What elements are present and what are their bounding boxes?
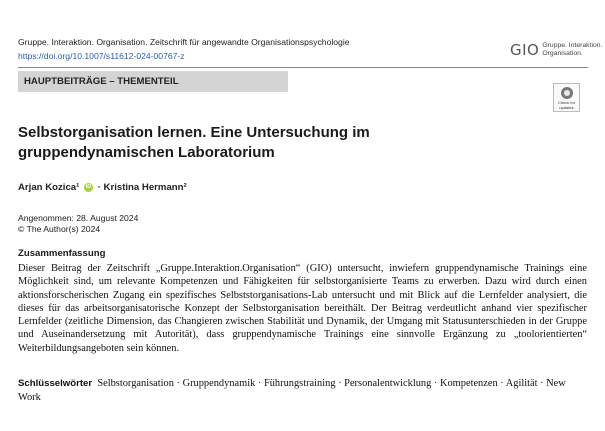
check-updates-line1: Check for <box>557 100 576 105</box>
doi-link[interactable]: https://doi.org/10.1007/s11612-024-00767-z <box>18 51 185 61</box>
author-1[interactable]: Arjan Kozica¹ <box>18 182 80 193</box>
check-updates-label <box>558 101 575 110</box>
header-divider <box>18 67 588 68</box>
gio-logo-text <box>542 42 602 57</box>
author-separator: · <box>97 182 101 193</box>
check-updates-line2: updates <box>559 104 574 110</box>
abstract-text: Dieser Beitrag der Zeitschrift „Gruppe.Interaktion.Organisation“ (GIO) untersucht, inwiefern gruppendynamische Trainings eine Möglichkeit sind, um relevante Kompetenzen und Fähigkeiten für selbstorganisierte Teams zu erwerben. Dazu wird durch einen aktionsforscherischen Zugang ein spezifisches Selbststorganisations-Lab untersucht und mit Blick auf die Lernfelder analysiert, die dieses für das arbeitsorganisatorische Konzept der Selbstorganisation bereithält. Der Beitrag verdeutlicht anhand vier spezifischer Lernfelder (zeitliche Dimension, das Changieren zwischen Stabilität und Dynamik, der Umgang mit Statusunterschieden in der Gruppe und Auseinandersetzung mit Autorität), dass gruppendynamische Trainings eine sinnvolle Ergänzung zu „toolorientierten“ Weiterbildungsangeboten sein können. <box>18 263 587 354</box>
gio-logo <box>510 41 602 59</box>
accepted-date: Angenommen: 28. August 2024 <box>18 213 139 223</box>
abstract-heading: Zusammenfassung <box>18 248 106 259</box>
orcid-icon[interactable]: iD <box>85 183 92 190</box>
keywords-list: Selbstorganisation · Gruppendynamik · Führungstraining · Personalentwicklung · Kompetenzen · Agilität · New Work <box>18 378 566 403</box>
keywords <box>18 377 587 405</box>
check-updates-icon <box>561 87 573 99</box>
section-label: HAUPTBEITRÄGE – THEMENTEIL <box>18 71 288 92</box>
author-2[interactable]: Kristina Hermann² <box>103 182 187 193</box>
keywords-label: Schlüsselwörter <box>18 378 93 389</box>
check-for-updates-button[interactable] <box>553 83 580 112</box>
gio-logo-mark: GIO <box>510 41 540 59</box>
gio-logo-line1: Gruppe. Interaktion. <box>542 42 603 50</box>
gio-logo-line2: Organisation. <box>542 50 583 57</box>
author-list <box>18 182 187 193</box>
copyright: © The Author(s) 2024 <box>18 224 101 234</box>
article-title: Selbstorganisation lernen. Eine Untersuchung im gruppendynamischen Laboratorium <box>18 124 370 161</box>
journal-name: Gruppe. Interaktion. Organisation. Zeitschrift für angewandte Organisationspsychologie <box>18 37 350 47</box>
